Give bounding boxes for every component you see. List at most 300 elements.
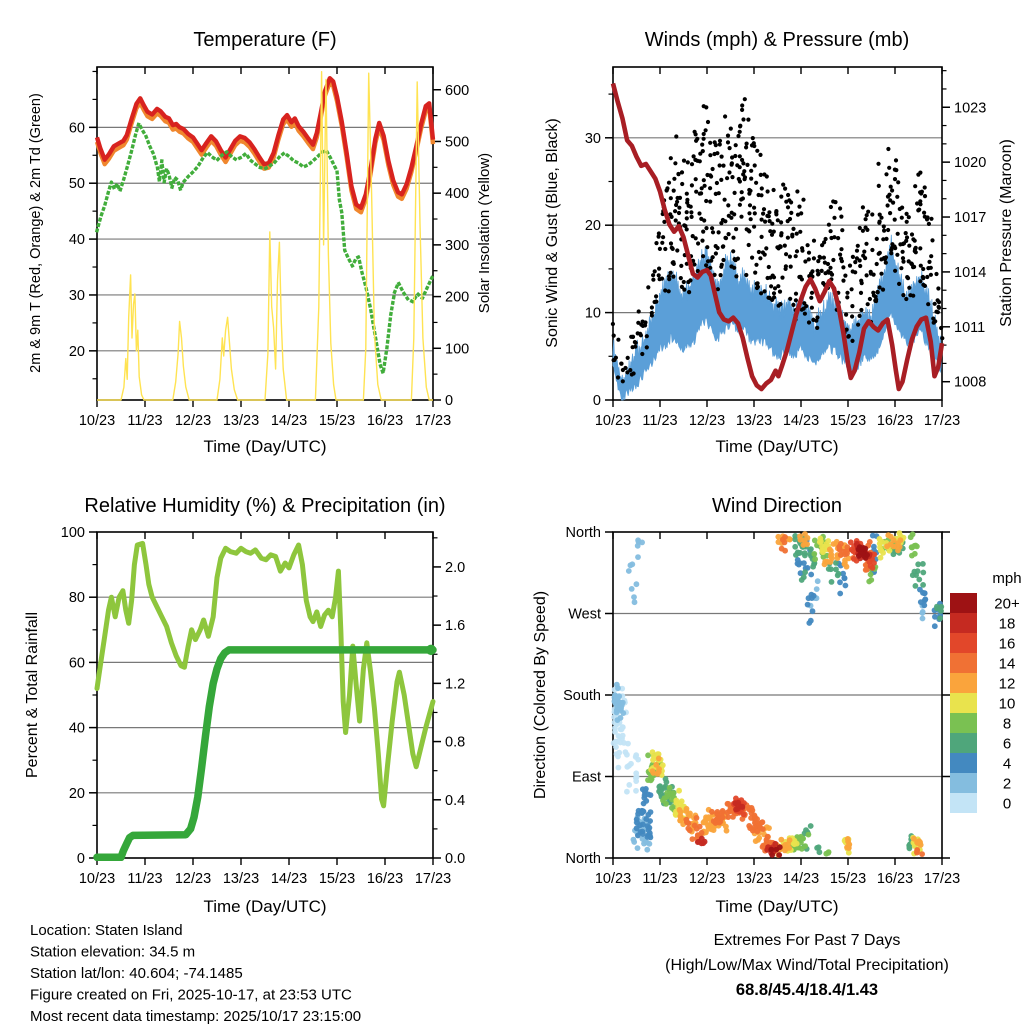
direction-dot <box>809 595 815 601</box>
gust-dot <box>937 305 941 309</box>
gust-dot <box>827 223 831 227</box>
y-tick-label-left: East <box>571 769 601 786</box>
gust-dot <box>860 281 864 285</box>
gust-dot <box>826 262 830 266</box>
gust-dot <box>679 276 683 280</box>
gust-dot <box>738 130 742 134</box>
gust-dot <box>653 269 657 273</box>
y-tick-label-left: 60 <box>68 655 85 672</box>
direction-dot <box>811 551 817 557</box>
direction-dot <box>785 841 791 847</box>
gust-dot <box>871 291 875 295</box>
gust-dot <box>812 256 816 260</box>
gust-dot <box>820 269 824 273</box>
direction-dot <box>769 852 775 858</box>
gust-dot <box>715 151 719 155</box>
gust-dot <box>747 211 751 215</box>
gust-dot <box>733 191 737 195</box>
gust-dot <box>689 210 693 214</box>
gust-dot <box>672 177 676 181</box>
direction-dot <box>671 790 677 796</box>
humidity-ylabel-left: Percent & Total Rainfall <box>24 611 41 779</box>
gust-dot <box>894 158 898 162</box>
gust-dot <box>651 273 655 277</box>
gust-dot <box>886 203 890 207</box>
x-tick-label: 15/23 <box>829 413 867 429</box>
gust-dot <box>845 291 849 295</box>
direction-dot <box>916 577 922 583</box>
x-tick-label: 17/23 <box>414 871 452 887</box>
x-tick-label: 16/23 <box>366 871 404 887</box>
direction-dot <box>640 831 646 837</box>
gust-dot <box>690 162 694 166</box>
gust-dot <box>701 149 705 153</box>
gust-dot <box>704 226 708 230</box>
footer-latlon: Station lat/lon: 40.604; -74.1485 <box>30 965 243 982</box>
direction-dot <box>694 815 700 821</box>
x-tick-label: 17/23 <box>414 413 452 429</box>
gust-dot <box>839 215 843 219</box>
temperature-chart <box>69 67 469 429</box>
gust-dot <box>843 274 847 278</box>
gust-dot <box>901 250 905 254</box>
gust-dot <box>878 220 882 224</box>
x-tick-label: 12/23 <box>174 871 212 887</box>
y-tick-label-right: 100 <box>445 341 470 358</box>
legend-entry-label: 10 <box>998 695 1016 713</box>
y-tick-label-right: 1.6 <box>445 618 466 635</box>
gust-dot <box>645 345 649 349</box>
direction-dot <box>895 548 901 554</box>
direction-dot <box>678 813 684 819</box>
x-tick-label: 10/23 <box>594 871 632 887</box>
direction-dot <box>837 591 843 597</box>
gust-dot <box>772 230 776 234</box>
gust-dot <box>665 186 669 190</box>
direction-dot <box>907 845 913 851</box>
gust-dot <box>686 280 690 284</box>
gust-dot <box>753 163 757 167</box>
gust-dot <box>690 215 694 219</box>
gust-dot <box>786 193 790 197</box>
gust-dot <box>730 161 734 165</box>
gust-dot <box>918 279 922 283</box>
gust-dot <box>670 215 674 219</box>
gust-dot <box>650 305 654 309</box>
x-tick-label: 15/23 <box>318 871 356 887</box>
gust-dot <box>799 211 803 215</box>
gust-dot <box>791 303 795 307</box>
gust-dot <box>727 170 731 174</box>
gust-dot <box>896 232 900 236</box>
gust-dot <box>850 339 854 343</box>
gust-dot <box>848 264 852 268</box>
direction-dot <box>888 534 894 540</box>
direction-dot <box>913 543 919 549</box>
gust-dot <box>874 295 878 299</box>
gust-dot <box>859 308 863 312</box>
direction-dot <box>616 693 622 699</box>
gust-dot <box>650 313 654 317</box>
gust-dot <box>786 236 790 240</box>
gust-dot <box>685 210 689 214</box>
gust-dot <box>766 189 770 193</box>
gust-dot <box>720 155 724 159</box>
gust-dot <box>731 249 735 253</box>
direction-dot <box>687 827 693 833</box>
temperature-xlabel: Time (Day/UTC) <box>203 437 327 456</box>
gust-dot <box>940 336 944 340</box>
gust-dot <box>829 229 833 233</box>
gust-dot <box>753 211 757 215</box>
x-tick-label: 11/23 <box>642 413 678 429</box>
direction-dot <box>851 556 857 562</box>
direction-dot <box>656 784 662 790</box>
gust-dot <box>779 195 783 199</box>
gust-dot <box>700 239 704 243</box>
gust-dot <box>822 256 826 260</box>
winds-ylabel-left: Sonic Wind & Gust (Blue, Black) <box>544 118 561 348</box>
gust-dot <box>789 200 793 204</box>
gust-dot <box>893 177 897 181</box>
gust-dot <box>750 256 754 260</box>
gust-dot <box>791 227 795 231</box>
gust-dot <box>729 127 733 131</box>
gust-dot <box>850 304 854 308</box>
gust-dot <box>858 264 862 268</box>
gust-dot <box>640 352 644 356</box>
x-tick-label: 14/23 <box>782 413 820 429</box>
footer-location: Location: Staten Island <box>30 922 183 939</box>
gust-dot <box>682 280 686 284</box>
gust-dot <box>694 132 698 136</box>
direction-dot <box>808 572 814 578</box>
gust-dot <box>812 239 816 243</box>
footer-created: Figure created on Fri, 2025-10-17, at 23:53 UTC <box>30 986 352 1004</box>
direction-dot <box>709 809 715 815</box>
direction-dot <box>644 847 650 853</box>
gust-dot <box>694 177 698 181</box>
x-tick-label: 11/23 <box>642 871 678 887</box>
y-tick-label-right: 400 <box>445 186 470 203</box>
gust-dot <box>914 246 918 250</box>
gust-dot <box>851 255 855 259</box>
gust-dot <box>925 275 929 279</box>
gust-dot <box>701 254 705 258</box>
y-tick-label-left: 40 <box>68 720 85 737</box>
gust-dot <box>865 228 869 232</box>
gust-dot <box>633 345 637 349</box>
y-tick-label-right: 1014 <box>954 264 987 281</box>
gust-dot <box>739 215 743 219</box>
gust-dot <box>838 206 842 210</box>
gust-dot <box>743 97 747 101</box>
y-tick-label-left: 10 <box>584 305 601 322</box>
gust-dot <box>643 320 647 324</box>
gust-dot <box>689 205 693 209</box>
direction-dot <box>804 541 810 547</box>
gust-dot <box>740 108 744 112</box>
legend-entry-label: 6 <box>1002 735 1012 753</box>
gust-dot <box>856 244 860 248</box>
y-tick-label-left: 20 <box>68 785 85 802</box>
gust-dot <box>663 247 667 251</box>
gust-dot <box>718 163 722 167</box>
gust-dot <box>717 230 721 234</box>
y-tick-label-right: 1023 <box>954 100 987 117</box>
gust-dot <box>702 178 706 182</box>
direction-dot <box>679 798 685 804</box>
gust-dot <box>927 260 931 264</box>
gust-dot <box>865 273 869 277</box>
y-tick-label-left: North <box>565 525 601 541</box>
gust-dot <box>736 257 740 261</box>
gust-dot <box>778 290 782 294</box>
gust-dot <box>723 114 727 118</box>
direction-dot <box>802 553 808 559</box>
gust-dot <box>761 212 765 216</box>
direction-dot <box>616 765 622 771</box>
gust-dot <box>911 294 915 298</box>
gust-dot <box>717 191 721 195</box>
direction-dot <box>624 752 630 758</box>
gust-dot <box>718 139 722 143</box>
direction-dot <box>639 810 645 816</box>
y-tick-label-left: 40 <box>68 232 85 249</box>
wind-direction-chart-title: Wind Direction <box>711 495 843 517</box>
direction-dot <box>667 785 673 791</box>
gust-dot <box>914 250 918 254</box>
direction-dot <box>631 839 637 845</box>
gust-dot <box>660 241 664 245</box>
gust-dot <box>877 184 881 188</box>
gust-dot <box>740 190 744 194</box>
direction-dot <box>878 555 884 561</box>
gust-dot <box>673 161 677 165</box>
direction-dot <box>837 579 843 585</box>
gust-dot <box>884 237 888 241</box>
direction-dot <box>816 844 822 850</box>
gust-dot <box>734 143 738 147</box>
gust-dot <box>765 174 769 178</box>
gust-dot <box>781 183 785 187</box>
direction-dot <box>782 534 788 540</box>
direction-dot <box>782 548 788 554</box>
direction-dot <box>677 807 683 813</box>
gust-dot <box>746 228 750 232</box>
direction-dot <box>802 569 808 575</box>
legend-entry-label: 14 <box>998 655 1016 673</box>
direction-dot <box>914 848 920 854</box>
x-tick-label: 11/23 <box>127 871 163 887</box>
gust-dot <box>738 179 742 183</box>
gust-dot <box>752 144 756 148</box>
y-tick-label-left: 0 <box>76 851 85 867</box>
gust-dot <box>763 289 767 293</box>
gust-dot <box>752 225 756 229</box>
gust-dot <box>939 326 943 330</box>
gust-dot <box>888 211 892 215</box>
direction-dot <box>806 832 812 838</box>
y-tick-label-left: South <box>563 688 601 704</box>
x-tick-label: 14/23 <box>270 413 308 429</box>
gust-dot <box>749 217 753 221</box>
direction-dot <box>848 539 854 545</box>
gust-dot <box>645 334 649 338</box>
gust-dot <box>657 231 661 235</box>
gust-dot <box>788 255 792 259</box>
gust-dot <box>810 291 814 295</box>
x-tick-label: 12/23 <box>688 871 726 887</box>
gust-dot <box>794 298 798 302</box>
gust-dot <box>748 189 752 193</box>
gust-dot <box>769 284 773 288</box>
y-tick-label-right: 500 <box>445 134 470 151</box>
direction-dot <box>898 537 904 543</box>
direction-dot <box>684 806 690 812</box>
gust-dot <box>658 247 662 251</box>
y-tick-label-left: 30 <box>68 287 85 304</box>
y-tick-label-left: 0 <box>592 393 601 409</box>
temperature-chart-title: Temperature (F) <box>193 29 337 51</box>
gust-dot <box>779 220 783 224</box>
gust-dot <box>936 310 940 314</box>
gust-dot <box>870 212 874 216</box>
direction-dot <box>647 825 653 831</box>
direction-dot <box>634 581 640 587</box>
y-tick-label-right: 200 <box>445 289 470 306</box>
gust-dot <box>798 230 802 234</box>
gust-dot <box>680 170 684 174</box>
gust-dot <box>752 206 756 210</box>
gust-dot <box>767 214 771 218</box>
direction-dot <box>837 547 843 553</box>
gust-dot <box>746 118 750 122</box>
gust-dot <box>616 375 620 379</box>
legend-swatch <box>950 633 977 653</box>
direction-dot <box>932 623 938 629</box>
gust-dot <box>764 246 768 250</box>
direction-dot <box>920 609 926 615</box>
gust-dot <box>900 206 904 210</box>
gust-dot <box>772 295 776 299</box>
gust-dot <box>864 217 868 221</box>
gust-dot <box>711 230 715 234</box>
gust-dot <box>730 175 734 179</box>
gust-dot <box>672 262 676 266</box>
gust-dot <box>794 292 798 296</box>
direction-dot <box>633 788 639 794</box>
gust-dot <box>709 174 713 178</box>
direction-dot <box>723 824 729 830</box>
gust-dot <box>831 199 835 203</box>
x-tick-label: 16/23 <box>366 413 404 429</box>
x-tick-label: 17/23 <box>923 871 961 887</box>
direction-dot <box>932 614 938 620</box>
direction-dot <box>812 556 818 562</box>
gust-dot <box>790 233 794 237</box>
legend-entry-label: 12 <box>998 675 1016 693</box>
gust-dot <box>697 211 701 215</box>
gust-dot <box>759 173 763 177</box>
gust-dot <box>621 379 625 383</box>
direction-dot <box>818 539 824 545</box>
direction-dot <box>871 544 877 550</box>
gust-dot <box>911 237 915 241</box>
gust-dot <box>858 314 862 318</box>
gust-dot <box>934 272 938 276</box>
direction-dot <box>913 583 919 589</box>
gust-dot <box>905 220 909 224</box>
gust-dot <box>720 263 724 267</box>
gust-dot <box>711 255 715 259</box>
gust-dot <box>882 229 886 233</box>
humidity-precip-chart-title: Relative Humidity (%) & Precipitation (in) <box>84 495 446 517</box>
gust-dot <box>831 258 835 262</box>
gust-dot <box>760 186 764 190</box>
humidity-line <box>97 543 433 805</box>
gust-dot <box>734 227 738 231</box>
direction-dot <box>656 756 662 762</box>
gust-dot <box>708 200 712 204</box>
gust-dot <box>807 251 811 255</box>
gust-dot <box>886 147 890 151</box>
gust-dot <box>918 246 922 250</box>
gust-dot <box>807 257 811 261</box>
direction-dot <box>635 845 641 851</box>
gust-dot <box>761 250 765 254</box>
gust-dot <box>893 218 897 222</box>
winds-xlabel: Time (Day/UTC) <box>715 437 839 456</box>
gust-dot <box>875 237 879 241</box>
direction-dot <box>884 543 890 549</box>
gust-dot <box>755 149 759 153</box>
direction-dot <box>651 770 657 776</box>
gust-dot <box>738 165 742 169</box>
gust-dot <box>841 265 845 269</box>
temperature-ylabel-right: Solar Insolation (Yellow) <box>476 152 493 314</box>
gust-dot <box>918 202 922 206</box>
gust-dot <box>726 134 730 138</box>
y-tick-label-left: 30 <box>584 130 601 147</box>
direction-dot <box>647 841 653 847</box>
gust-dot <box>887 193 891 197</box>
gust-dot <box>745 142 749 146</box>
gust-dot <box>933 319 937 323</box>
gust-dot <box>708 153 712 157</box>
gust-dot <box>679 264 683 268</box>
gust-dot <box>896 180 900 184</box>
direction-dot <box>922 598 928 604</box>
direction-dot <box>841 575 847 581</box>
gust-dot <box>870 248 874 252</box>
x-tick-label: 13/23 <box>735 413 773 429</box>
gust-dot <box>893 269 897 273</box>
gust-dot <box>725 176 729 180</box>
direction-dot <box>829 579 835 585</box>
direction-dot <box>692 823 698 829</box>
gust-dot <box>800 249 804 253</box>
y-tick-label-right: 1020 <box>954 155 987 172</box>
gust-dot <box>718 142 722 146</box>
gust-dot <box>818 256 822 260</box>
gust-dot <box>855 249 859 253</box>
legend-title: mph <box>992 570 1022 587</box>
gust-dot <box>716 246 720 250</box>
direction-dot <box>810 608 816 614</box>
gust-dot <box>669 196 673 200</box>
gust-dot <box>753 271 757 275</box>
